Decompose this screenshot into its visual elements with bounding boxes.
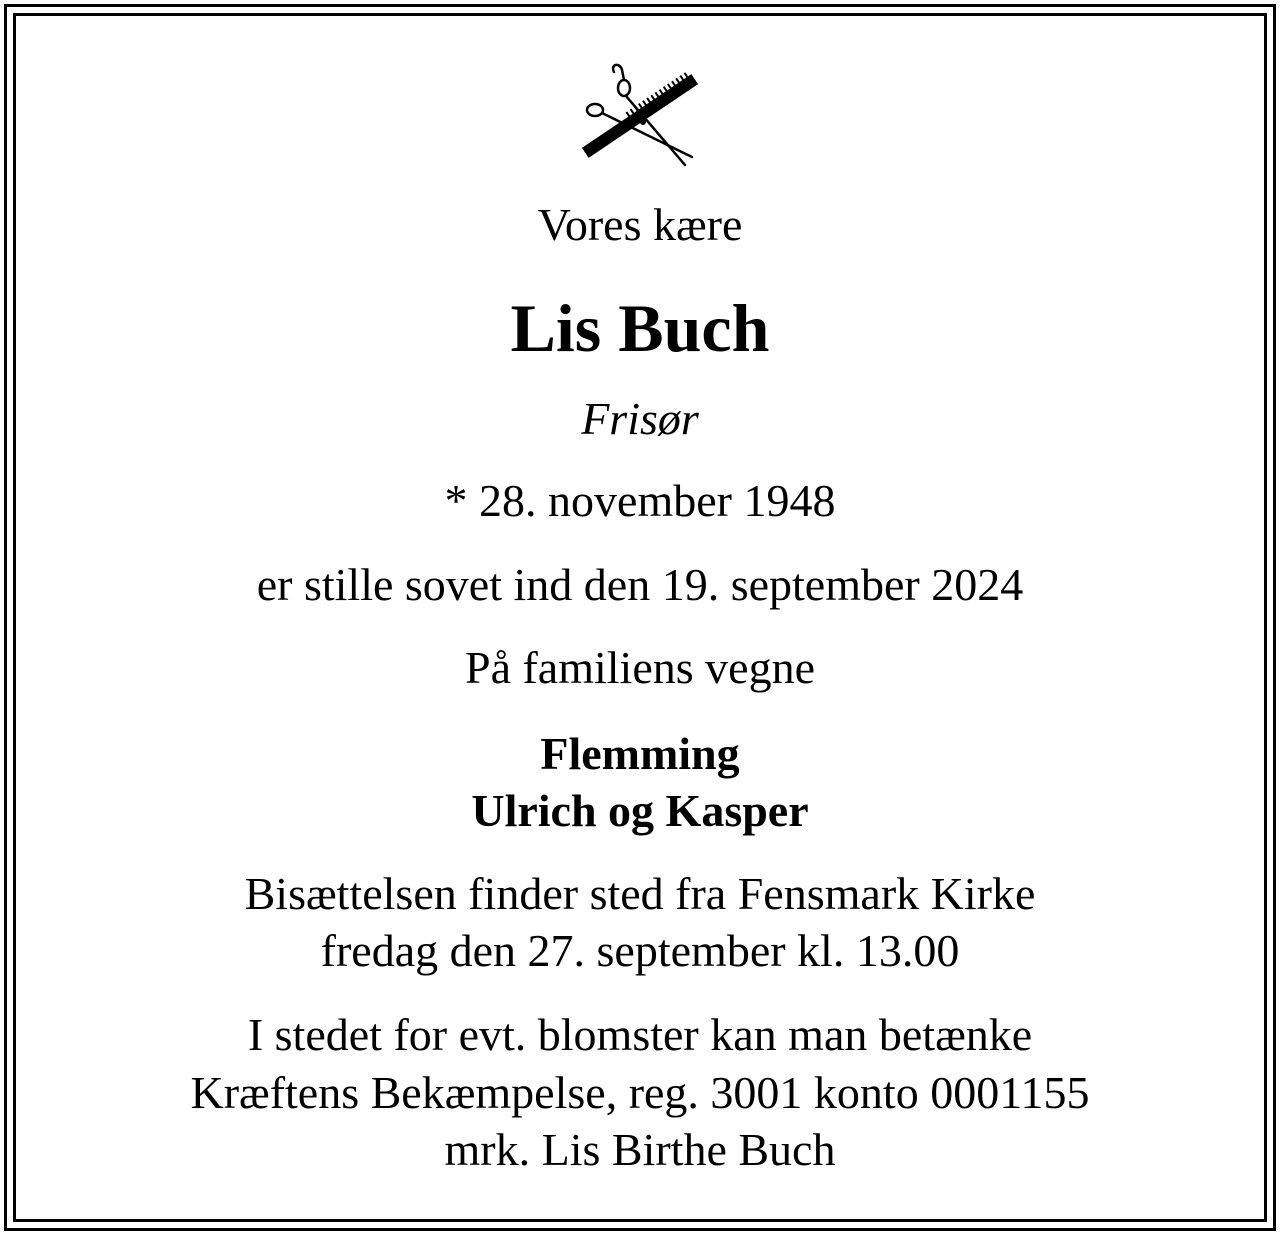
donation-info-line: Kræftens Bekæmpelse, reg. 3001 konto 0001155 (190, 1067, 1090, 1118)
family-name-line: Ulrich og Kasper (471, 785, 809, 836)
funeral-info-line: Bisættelsen finder sted fra Fensmark Kirke (244, 868, 1036, 919)
family-name-line: Flemming (540, 728, 740, 779)
donation-info-line: I stedet for evt. blomster kan man betænke (247, 1009, 1033, 1060)
donation-info-line: mrk. Lis Birthe Buch (444, 1124, 836, 1175)
occupation: Frisør (581, 393, 699, 444)
funeral-info-line: fredag den 27. september kl. 13.00 (320, 925, 960, 976)
scissors-and-comb-icon (570, 60, 710, 172)
intro-text: Vores kære (537, 199, 743, 250)
on-behalf-text: På familiens vegne (464, 642, 815, 693)
death-date: er stille sovet ind den 19. september 2024 (256, 559, 1024, 610)
deceased-name: Lis Buch (510, 290, 770, 366)
birth-date: * 28. november 1948 (444, 475, 836, 526)
